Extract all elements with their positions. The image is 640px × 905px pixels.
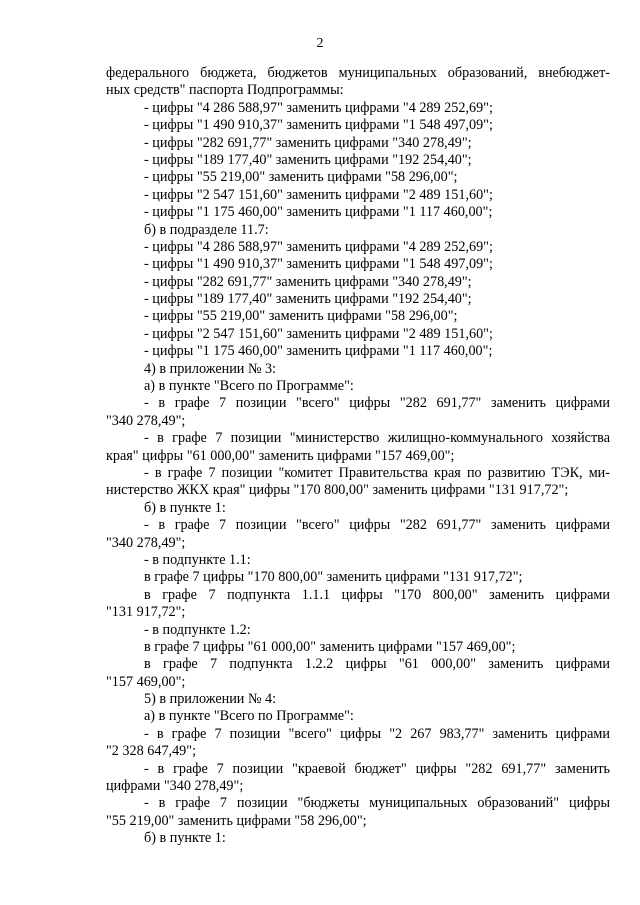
text-line: - в подпункте 1.2: xyxy=(144,621,251,638)
text-line: в графе 7 подпункта 1.1.1 цифры "170 800,00" заменить цифрами xyxy=(144,586,610,603)
text-line: в графе 7 подпункта 1.2.2 цифры "61 000,00" заменить цифрами xyxy=(144,656,610,673)
text-line: "55 219,00" заменить цифрами "58 296,00"; xyxy=(106,812,367,829)
text-line: "2 328 647,49"; xyxy=(106,743,197,760)
text-line: - цифры "282 691,77" заменить цифрами "340 278,49"; xyxy=(144,134,472,151)
text-line: в графе 7 цифры "170 800,00" заменить цифрами "131 917,72"; xyxy=(144,569,523,586)
text-line: - цифры "55 219,00" заменить цифрами "58 296,00"; xyxy=(144,308,458,325)
text-line: - цифры "189 177,40" заменить цифрами "192 254,40"; xyxy=(144,151,472,168)
text-line: - цифры "189 177,40" заменить цифрами "192 254,40"; xyxy=(144,291,472,308)
text-line: - цифры "1 490 910,37" заменить цифрами "1 548 497,09"; xyxy=(144,256,493,273)
document-body xyxy=(106,65,610,848)
text-line: края" цифры "61 000,00" заменить цифрами "157 469,00"; xyxy=(106,447,455,464)
text-line: а) в пункте "Всего по Программе": xyxy=(144,378,354,395)
text-line: - цифры "1 175 460,00" заменить цифрами "1 117 460,00"; xyxy=(144,204,493,221)
text-line: федерального бюджета, бюджетов муниципальных образований, внебюджет- xyxy=(106,65,610,81)
text-line: "340 278,49"; xyxy=(106,534,186,551)
text-line: - в графе 7 позиции "бюджеты муниципальных образований" цифры xyxy=(144,795,610,812)
text-line: - цифры "55 219,00" заменить цифрами "58 296,00"; xyxy=(144,169,458,186)
text-line: - в графе 7 позиции "министерство жилищно-коммунального хозяйства xyxy=(144,430,610,447)
text-line: цифрами "340 278,49"; xyxy=(106,778,244,795)
text-line: 5) в приложении № 4: xyxy=(144,691,277,708)
text-line: - цифры "282 691,77" заменить цифрами "340 278,49"; xyxy=(144,273,472,290)
text-line: 4) в приложении № 3: xyxy=(144,360,277,377)
text-line: - в графе 7 позиции "всего" цифры "282 691,77" заменить цифрами xyxy=(144,517,610,534)
text-line: ных средств" паспорта Подпрограммы: xyxy=(106,82,344,99)
text-line: "157 469,00"; xyxy=(106,673,186,690)
text-line: "131 917,72"; xyxy=(106,604,186,621)
text-line: б) в пункте 1: xyxy=(144,830,226,847)
text-line: - в графе 7 позиции "всего" цифры "2 267 983,77" заменить цифрами xyxy=(144,725,610,742)
text-line: - цифры "2 547 151,60" заменить цифрами "2 489 151,60"; xyxy=(144,186,493,203)
text-line: - в подпункте 1.1: xyxy=(144,551,251,568)
text-line: - в графе 7 позиции "комитет Правительства края по развитию ТЭК, ми- xyxy=(144,464,610,481)
text-line: - в графе 7 позиции "краевой бюджет" цифры "282 691,77" заменить xyxy=(144,760,610,777)
text-line: а) в пункте "Всего по Программе": xyxy=(144,708,354,725)
text-line: - цифры "1 175 460,00" заменить цифрами "1 117 460,00"; xyxy=(144,343,493,360)
text-line: - в графе 7 позиции "всего" цифры "282 691,77" заменить цифрами xyxy=(144,395,610,412)
text-line: в графе 7 цифры "61 000,00" заменить цифрами "157 469,00"; xyxy=(144,638,516,655)
page-number: 2 xyxy=(316,36,324,51)
text-line: нистерство ЖКХ края" цифры "170 800,00" заменить цифрами "131 917,72"; xyxy=(106,482,569,499)
text-line: "340 278,49"; xyxy=(106,412,186,429)
text-line: б) в пункте 1: xyxy=(144,499,226,516)
text-line: - цифры "2 547 151,60" заменить цифрами "2 489 151,60"; xyxy=(144,325,493,342)
text-line: - цифры "4 286 588,97" заменить цифрами "4 289 252,69"; xyxy=(144,238,493,255)
text-line: - цифры "4 286 588,97" заменить цифрами "4 289 252,69"; xyxy=(144,99,493,116)
text-line: - цифры "1 490 910,37" заменить цифрами "1 548 497,09"; xyxy=(144,117,493,134)
text-line: б) в подразделе 11.7: xyxy=(144,221,269,238)
